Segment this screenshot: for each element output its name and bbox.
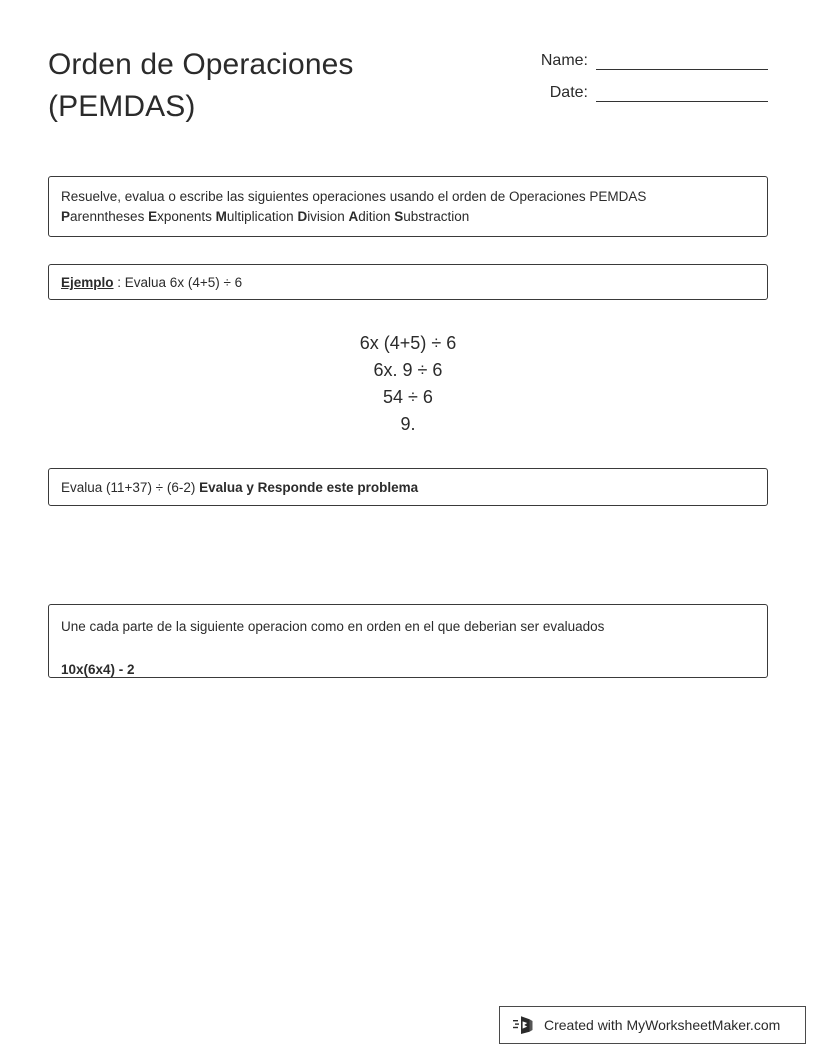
solution-step: 6x (4+5) ÷ 6 [359,333,457,353]
solution-step: 54 ÷ 6 [383,387,433,407]
pemdas-legend [61,207,755,226]
date-input[interactable] [596,84,768,102]
matching-instruction: Une cada parte de la siguiente operacion como en orden en el que deberian ser evaluados [61,619,605,634]
worksheet-maker-logo-icon [512,1013,536,1037]
name-input[interactable] [596,52,768,70]
pemdas-a-letter: A [348,209,359,224]
problem-line [61,478,755,497]
example-label: Ejemplo [61,275,114,290]
pemdas-m-word: ultiplication [226,209,298,224]
date-label: Date: [549,84,588,101]
example-box [48,264,768,300]
pemdas-d-letter: D [297,209,308,224]
example-text: Evalua 6x (4+5) ÷ 6 [124,275,243,290]
problem-box [48,468,768,506]
problem-expression: Evalua (11+37) ÷ (6-2) [61,480,200,495]
footer-attribution-text: Created with MyWorksheetMaker.com [544,1017,781,1033]
instructions-box [48,176,768,237]
pemdas-e-word: xponents [157,209,216,224]
pemdas-p-letter: P [61,209,71,224]
pemdas-s-word: ubstraction [403,209,470,224]
solution-step: 9. [400,414,416,434]
name-date-block [496,52,768,116]
pemdas-a-word: dition [358,209,395,224]
example-separator: : [113,275,125,290]
instruction-line-1: Resuelve, evalua o escribe las siguientes operaciones usando el orden de Operaciones PEMDAS [61,189,647,204]
footer-attribution-badge[interactable] [499,1006,806,1044]
solution-step: 6x. 9 ÷ 6 [373,360,443,380]
name-label: Name: [540,52,588,69]
pemdas-p-word: arenntheses [70,209,149,224]
name-row [496,52,768,70]
pemdas-s-letter: S [394,209,404,224]
worksheet-header [48,44,768,140]
matching-exercise-box [48,604,768,678]
pemdas-m-letter: M [215,209,227,224]
pemdas-d-word: ivision [307,209,349,224]
date-row [496,84,768,102]
worked-solution [48,330,768,438]
pemdas-e-letter: E [148,209,158,224]
example-line [61,273,755,292]
page-title: Orden de Operaciones (PEMDAS) [48,48,354,123]
problem-prompt: Evalua y Responde este problema [199,480,419,495]
matching-expression: 10x(6x4) - 2 [61,662,135,677]
